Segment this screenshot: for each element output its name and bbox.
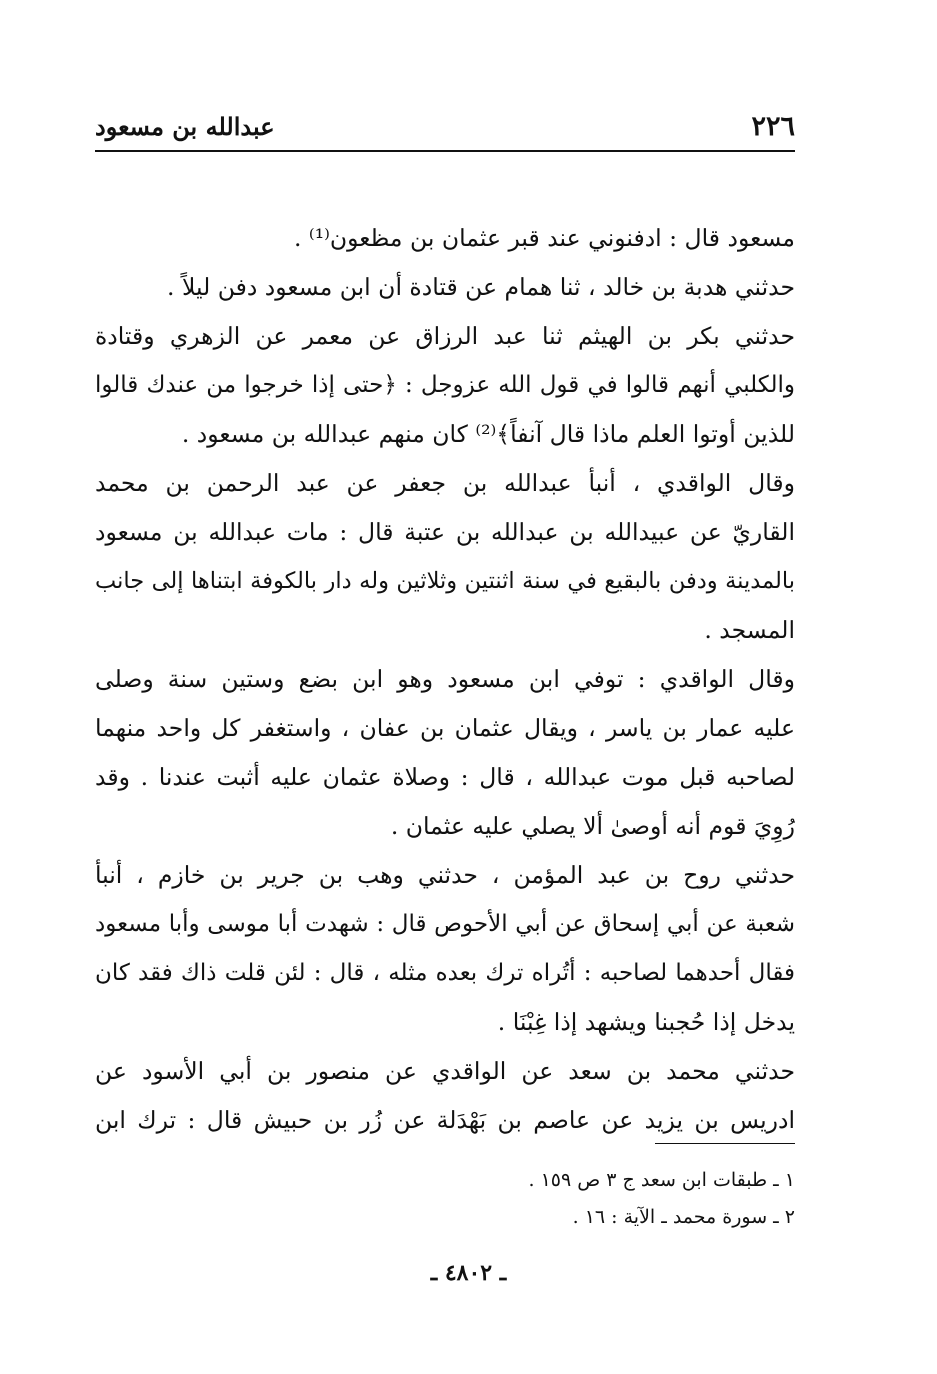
text-line: والكلبي أنهم قالوا في قول الله عزوجل : ﴿حتى إذا خرجوا من عندك قالوا: [95, 372, 795, 398]
footnote-item: ١ ـ طبقات ابن سعد ج ٣ ص ١٥٩ .: [528, 1169, 795, 1191]
header-page-number: ٢٢٦: [751, 111, 795, 142]
text-line: حدثني هدبة بن خالد ، ثنا همام عن قتادة أن ابن مسعود دفن ليلاً .: [167, 273, 795, 301]
text-line: القاريّ عن عبيدالله بن عبدالله بن عتبة قال : مات عبدالله بن مسعود: [95, 518, 795, 546]
footnote-item: ٢ ـ سورة محمد ـ الآية : ١٦ .: [572, 1206, 795, 1228]
text-line: وقال الواقدي ، أنبأ عبدالله بن جعفر عن عبد الرحمن بن محمد: [95, 469, 795, 497]
text-line: لصاحبه قبل موت عبدالله ، قال : وصلاة عثمان عليه أثبت عندنا . وقد: [95, 763, 795, 791]
footnote-divider: [655, 1143, 795, 1144]
text-line: وقال الواقدي : توفي ابن مسعود وهو ابن بضع وستين سنة وصلى: [95, 665, 795, 693]
text-line: رُوِيَ قوم أنه أوصىٰ ألا يصلي عليه عثمان .: [390, 812, 795, 840]
text-line: مسعود قال : ادفنوني عند قبر عثمان بن مظعون⁽¹⁾ .: [293, 224, 795, 252]
text-line: حدثني بكر بن الهيثم ثنا عبد الرزاق عن معمر عن الزهري وقتادة: [95, 322, 795, 350]
text-line: بالمدينة ودفن بالبقيع في سنة اثنتين وثلاثين وله دار بالكوفة ابتناها إلى جانب: [95, 568, 795, 594]
header-book-title: عبدالله بن مسعود: [95, 112, 275, 141]
footer-page-number: ـ ٤٨٠٢ ـ: [430, 1260, 507, 1286]
main-text: [95, 214, 795, 1145]
text-line: حدثني محمد بن سعد عن الواقدي عن منصور بن أبي الأسود عن: [95, 1057, 795, 1085]
text-line: ادريس بن يزيد عن عاصم بن بَهْدَلة عن زُر بن حبيش قال : ترك ابن: [95, 1106, 795, 1134]
text-line: عليه عمار بن ياسر ، ويقال عثمان بن عفان ، واستغفر كل واحد منهما: [95, 714, 795, 742]
footnotes: [95, 1162, 795, 1236]
running-header: [95, 108, 795, 148]
text-line: شعبة عن أبي إسحاق عن أبي الأحوص قال : شهدت أبا موسى وأبا مسعود: [95, 911, 795, 937]
text-line: للذين أوتوا العلم ماذا قال آنفاً﴾⁽²⁾ كان منهم عبدالله بن مسعود .: [181, 420, 795, 448]
text-line: حدثني روح بن عبد المؤمن ، حدثني وهب بن جرير بن خازم ، أنبأ: [95, 861, 795, 889]
text-line: المسجد .: [704, 616, 795, 644]
header-divider: [95, 150, 795, 152]
text-line: يدخل إذا حُجبنا ويشهد إذا غِبْنَا .: [497, 1008, 795, 1036]
text-line: فقال أحدهما لصاحبه : أتُراه ترك بعده مثله ، قال : لئن قلت ذاك فقد كان: [95, 960, 795, 986]
